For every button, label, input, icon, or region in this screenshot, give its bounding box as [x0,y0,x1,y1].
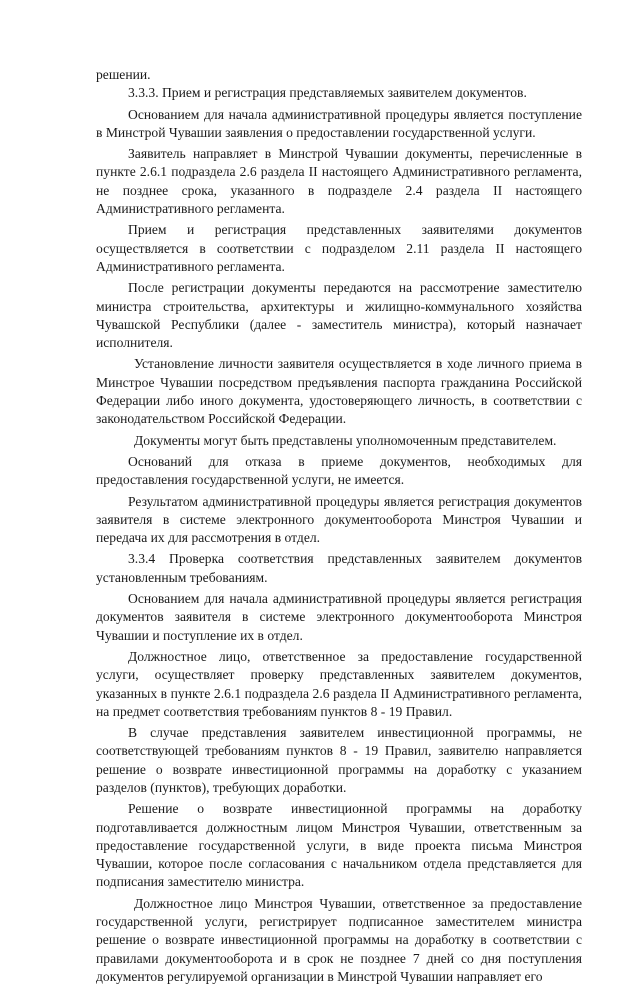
section-heading-3-3-3: 3.3.3. Прием и регистрация представляемых заявителем документов. [128,85,527,101]
paragraph-continuation: решении. [96,67,151,82]
paragraph: Оснований для отказа в приеме документов, необходимых для предоставления государственной услуги, не имеется. [96,453,582,488]
paragraph: Решение о возврате инвестиционной программы на доработку подготавливается должностным лицом Минстроя Чувашии, ответственным за предоставление государственной услуги, в виде проекта письма Минстроя Чувашии, которое после согласования с начальником отдела представляется для подписания заместителю министра. [96,801,582,890]
paragraph: Заявитель направляет в Минстрой Чувашии документы, перечисленные в пункте 2.6.1 подраздела 2.6 раздела II настоящего Административного регламента, не позднее срока, указанного в подразделе 2.4 раздела II настоящего Административного регламента. [96,146,582,217]
paragraph: Прием и регистрация представленных заявителями документов осуществляется в соответствии с подразделом 2.11 раздела II настоящего Административного регламента. [96,222,582,274]
section-heading-3-3-4: 3.3.4 Проверка соответствия представленных заявителем документов установленным требованиям. [96,551,582,585]
paragraph: Основанием для начала административной процедуры является поступление в Минстрой Чувашии заявления о предоставлении государственной услуги. [96,106,582,140]
paragraph: Основанием для начала административной процедуры является регистрация документов заявителя в системе электронного документооборота Минстроя Чувашии и поступление их в отдел. [96,591,582,643]
paragraph: После регистрации документы передаются на рассмотрение заместителю министра строительства, архитектуры и жилищно-коммунального хозяйства Чувашской Республики (далее - заместитель министра), который назначает исполнителя. [96,280,582,351]
paragraph: Документы могут быть представлены уполномоченным представителем. [134,432,557,448]
paragraph: Должностное лицо Минстроя Чувашии, ответственное за предоставление государственной услуги, регистрирует подписанное заместителем министра решение о возврате инвестиционной программы на доработку в соответствии с правилами документооборота и в срок не позднее 7 дней со дня поступления документов регулируемой организации в Минстрой Чувашии направляет его [96,895,582,984]
document-body [96,66,582,986]
paragraph: Установление личности заявителя осуществляется в ходе личного приема в Минстрое Чувашии посредством предъявления паспорта гражданина Российской Федерации либо иного документа, удостоверяющего личность, в соответствии с законодательством Российской Федерации. [96,356,582,427]
paragraph: Должностное лицо, ответственное за предоставление государственной услуги, осуществляет проверку представленных заявителем документов, указанных в пункте 2.6.1 подраздела 2.6 раздела II Административного регламента, на предмет соответствия требованиям пунктов 8 - 19 Правил. [96,648,582,719]
paragraph: Результатом административной процедуры является регистрация документов заявителя в системе электронного документооборота Минстроя Чувашии и передача их для рассмотрения в отдел. [96,493,582,546]
paragraph: В случае представления заявителем инвестиционной программы, не соответствующей требованиям пунктов 8 - 19 Правил, заявителю направляется решение о возврате инвестиционной программы на доработку с указанием разделов (пунктов), требующих доработки. [96,725,582,795]
